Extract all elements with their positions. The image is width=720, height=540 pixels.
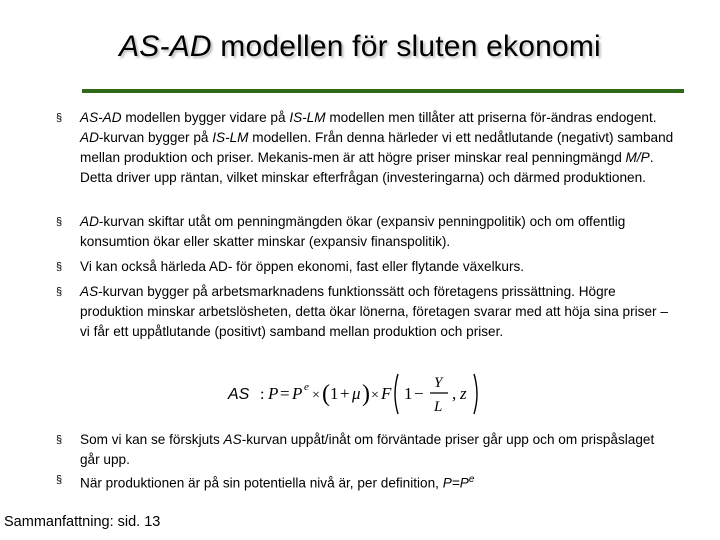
bullet-text	[80, 470, 676, 494]
eq-big-lparen	[395, 374, 398, 414]
bullet-marker: §	[56, 474, 63, 486]
bullet-text-run: modellen bygger vidare på	[121, 110, 290, 125]
bullet-text-run: modellen men tillåter att priserna för-ändras endogent.	[325, 110, 657, 125]
bullet-text-run: IS-LM	[212, 130, 249, 145]
bullet-text-run: -kurvan bygger på arbetsmarknadens funktionssätt och företagens prissättning. Högre produktion minskar arbetslösheten, detta ökar lönerna, företagen svarar med att höja sina priser – vi får ett uppåtlutande (positivt) samband mellan produktion och priser.	[80, 284, 668, 339]
bullet-marker: §	[56, 261, 63, 273]
eq-times: ×	[312, 388, 320, 403]
bullet-text-run: AS	[80, 284, 99, 299]
bullet-marker: §	[56, 434, 63, 446]
eq-e-superscript: e	[304, 381, 309, 393]
bullet-text	[80, 108, 676, 188]
footer-reference: Sammanfattning: sid. 13	[4, 514, 161, 530]
bullet-text-run: P=P	[442, 475, 469, 491]
slide-title-prefix: AS-AD	[119, 30, 212, 63]
bullet-text-run: Vi kan också härleda AD- för öppen ekonomi, fast eller flytande växelkurs.	[80, 259, 525, 274]
bullet-text-run: AS	[223, 432, 242, 447]
eq-y: Y	[434, 375, 443, 391]
bullet-text-run: . Detta driver upp räntan, vilket minskar efterfrågan (investeringarna) och därmed produktionen.	[80, 150, 654, 185]
slide-title-rest: modellen för sluten ekonomi	[211, 30, 601, 63]
bullet-text-run: AD	[80, 214, 99, 229]
eq-pe: P	[292, 384, 303, 403]
eq-big-rparen	[474, 374, 477, 414]
bullet-text-run: Som vi kan se förskjuts	[80, 432, 224, 447]
bullet-text-run: AS-AD	[80, 110, 122, 125]
bullet-marker: §	[56, 112, 63, 124]
eq-times-2: ×	[371, 388, 379, 403]
eq-equals: =	[280, 384, 290, 403]
bullet-text-run: e	[468, 474, 475, 485]
bullet-text	[80, 282, 676, 342]
bullet-text-run: -kurvan bygger på	[98, 130, 213, 145]
bullet-text	[80, 430, 676, 470]
eq-lparen: (	[322, 381, 330, 407]
bullet-text-run: -kurvan skiftar utåt om penningmängden ökar (expansiv penningpolitik) och om offentlig konsumtion ökar eller skatter minskar (expansiv finanspolitik).	[80, 214, 626, 249]
slide-title	[0, 30, 720, 64]
title-divider	[82, 89, 684, 93]
eq-z: z	[460, 384, 467, 403]
as-equation	[226, 368, 506, 420]
eq-f: F	[381, 384, 392, 403]
eq-minus: −	[414, 384, 424, 403]
bullet-text-run: M/P	[625, 150, 650, 165]
bullet-text-run: När produktionen är på sin potentiella nivå är, per definition,	[80, 475, 443, 491]
eq-mu: μ	[352, 384, 361, 403]
bullet-text-run: -kurvan uppåt/inåt om förväntade priser går upp och om prispåslaget går upp.	[80, 432, 655, 467]
bullet-text-run: AD	[80, 130, 99, 145]
bullet-text	[80, 212, 676, 252]
eq-plus: +	[340, 384, 350, 403]
eq-comma: ,	[452, 384, 457, 403]
eq-rparen: )	[362, 381, 370, 407]
bullet-marker: §	[56, 216, 63, 228]
eq-one: 1	[330, 384, 339, 403]
eq-colon: :	[260, 386, 265, 403]
bullet-marker: §	[56, 286, 63, 298]
eq-lhs: AS	[228, 386, 250, 403]
eq-p: P	[268, 384, 279, 403]
bullet-text	[80, 257, 676, 277]
eq-l: L	[434, 399, 443, 415]
eq-one-2: 1	[404, 384, 413, 403]
bullet-text-run: IS-LM	[289, 110, 326, 125]
bullet-text-run: modellen. Från denna härleder vi ett nedåtlutande (negativt) samband mellan produktion och priser. Mekanis-men är att högre priser minskar real penningmängd	[80, 130, 674, 165]
